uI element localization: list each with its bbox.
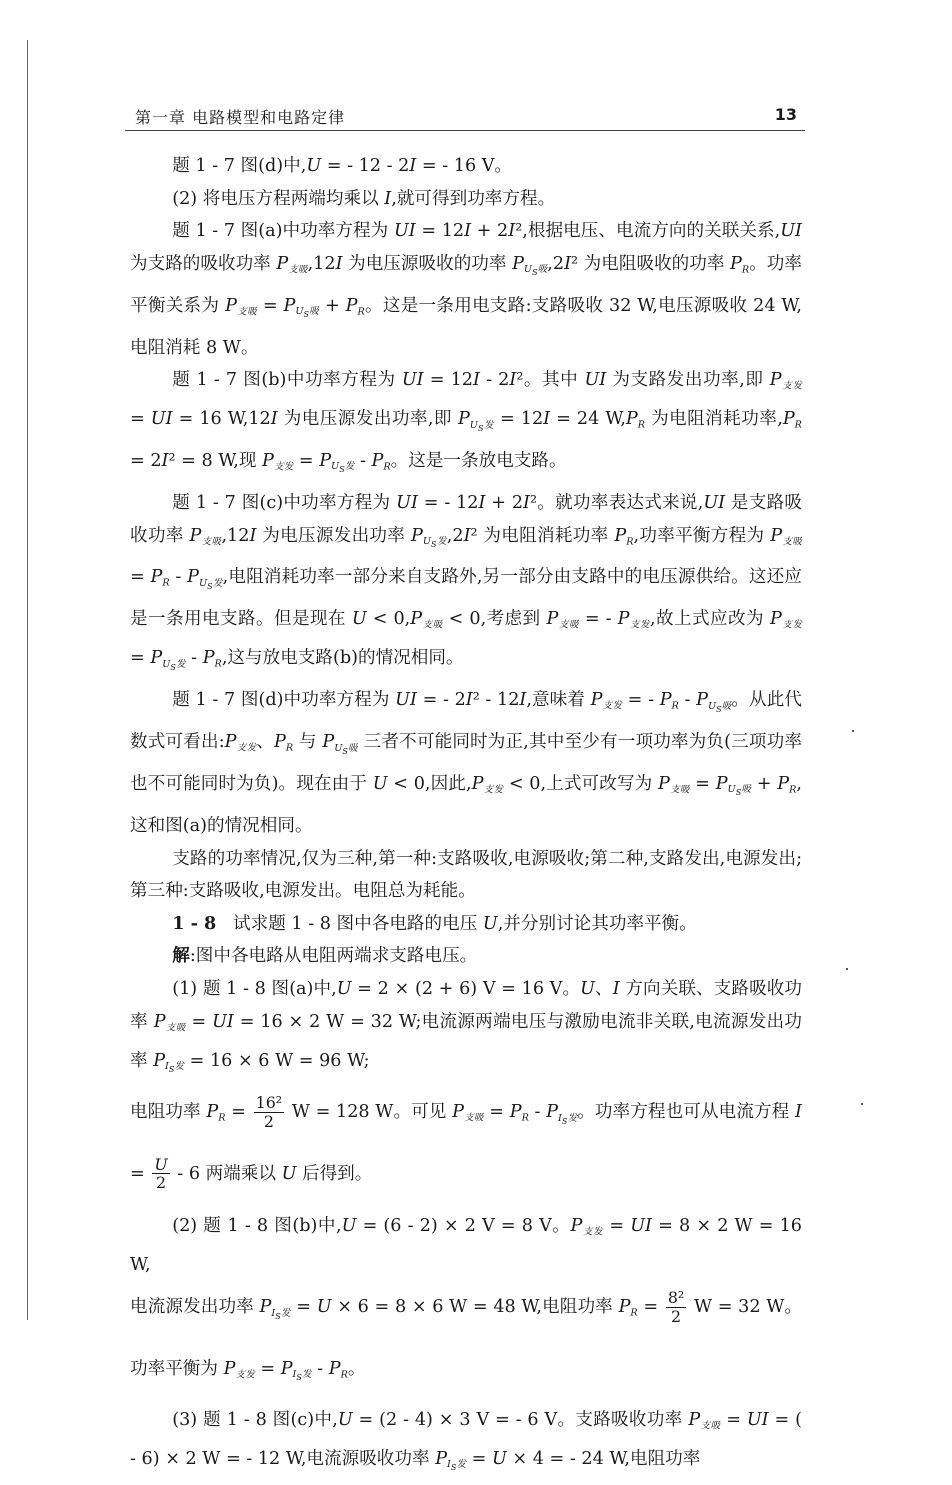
page-header xyxy=(125,103,805,129)
fraction-u-over-2: $\frac{U}{2}$ xyxy=(154,1154,168,1193)
fraction-16sq-over-2: $\frac{\text{16²}}{2}$ xyxy=(255,1093,283,1131)
solution-intro: 解:图中各电路从电阻两端求支路电压。 xyxy=(172,945,478,967)
paragraph-7: 支路的功率情况,仅为三种,第一种:支路吸收,电源吸收;第二种,支路发出,电源发出;第三种:支路吸收,电源发出。电阻总为耗能。 xyxy=(130,848,802,902)
scan-speck xyxy=(846,968,848,970)
paragraph-8: (1) 题 1 - 8 图(a)中,U = 2 × (2 + 6) V = 16 V。U、I 方向关联、支路吸收功率 $P_{支吸}$ = UI = 16 × 2 W = 32 W;电流源两端电压与激励电流非关联,电流源发出功率 $P_{I_S发} = 16 \times 6$ W = 96 W; xyxy=(130,978,803,1074)
fraction-8sq-over-2: $\frac{\text{8²}}{2}$ xyxy=(667,1288,685,1326)
paragraph-3: 题 1 - 7 图(a)中功率方程为 UI = 12I + 2I²,根据电压、电流方向的关联关系,UI 为支路的吸收功率 $P_{支吸},12I$ 为电压源吸收的功率 $P_{U_S吸},2I^2$ 为电阻吸收的功率 $P_R$。功率平衡关系为 $P_{支吸} = P_{U_S吸} + P_R$。这是一条用电支路:支路吸收 32 W,电压源吸收 24 W,电阻消耗 8 W。 xyxy=(130,221,802,358)
paragraph-4: 题 1 - 7 图(b)中功率方程为 UI = 12I - 2I²。其中 UI 为支路发出功率,即 $P_{支发}$ = UI = 16 W,12I 为电压源发出功率,即 $P_{U_S发} = 12I = 24$ $W,P_R$ 为电阻消耗功率$,P_R = 2I^2 = 8$ W,现 $P_{支发} = P_{U_S发} - P_R$。这是一条放电支路。 xyxy=(130,370,802,475)
paragraph-2: (2) 将电压方程两端均乘以 I,就可得到功率方程。 xyxy=(172,188,556,209)
paragraph-10: (3) 题 1 - 8 图(c)中,U = (2 - 4) × 3 V = - 6 V。支路吸收功率 $P_{支吸}$ = UI = ( - 6) × 2 W = - 12 W,电流源吸收功率 $P_{I_S发} = U \times 4$ = - 24 W,电阻功率 xyxy=(130,1409,802,1473)
page-body xyxy=(130,150,802,1485)
scan-speck xyxy=(852,730,854,732)
page-number: 13 xyxy=(774,105,797,124)
header-rule xyxy=(125,130,805,131)
scan-edge-line xyxy=(27,40,28,1320)
paragraph-9: (2) 题 1 - 8 图(b)中,U = (6 - 2) × 2 V = 8 V。$P_{支发}$ = UI = 8 × 2 W = 16 W, xyxy=(130,1215,802,1275)
scan-speck xyxy=(861,1103,863,1105)
paragraph-1: 题 1 - 7 图(d)中,U = - 12 - 2I = - 16 V。 xyxy=(172,156,513,176)
chapter-title: 第一章 电路模型和电路定律 xyxy=(135,108,346,127)
paragraph-6: 题 1 - 7 图(d)中功率方程为 UI = - 2I² - 12I,意味着 $P_{支发}$ = - $P_R - P_{U_S吸}$。从此代数式可看出$:P_{支发}$、$P_R$ 与 $P_{U_S吸}$ 三者不可能同时为正,其中至少有一项功率为负(三项功率也不可能同时为负)。现在由于 U < 0,因此$,P_{支发} < 0$,上式可改写为 $P_{支吸} = P_{U_S吸} + P_R$,这和图(a)的情况相同。 xyxy=(130,690,802,836)
paragraph-5: 题 1 - 7 图(c)中功率方程为 UI = - 12I + 2I²。就功率表达式来说,UI 是支路吸收功率 $P_{支吸},12I$ 为电压源发出功率 $P_{U_S发},2I^2$ 为电阻消耗功率 $P_R$,功率平衡方程为 $P_{支吸} = P_R - P_{U_S发}$,电阻消耗功率一部分来自支路外,另一部分由支路中的电压源供给。这还应是一条用电支路。但是现在 $U < 0,P_{支吸} < 0$,考虑到 $P_{支吸}$ = - $P_{支发}$,故上式应改为 $P_{支发} = P_{U_S发} - P_R$,这与放电支路(b)的情况相同。 xyxy=(130,492,802,672)
paragraph-8-eq: 电阻功率 $P_R$ = $\frac{\text{16²}}{2}$ W = 128 W。可见 $P_{支吸} = P_R - P_{I_S发}$。功率方程也可从电流方程 I = $\frac{U}{2}$ - 6 两端乘以 U 后得到。 xyxy=(130,1093,802,1193)
problem-1-8: 1 - 8 试求题 1 - 8 图中各电路的电压 U,并分别讨论其功率平衡。 xyxy=(172,912,697,934)
paragraph-9-eq: 电流源发出功率 $P_{I_S发} = U \times 6 = 8 \times 6$ W = 48 W,电阻功率 $P_R$ = $\frac{\text{8²}}{2}$ W = 32 W。功率平衡为 $P_{支发} = P_{I_S发} - P_R$。 xyxy=(130,1288,803,1382)
